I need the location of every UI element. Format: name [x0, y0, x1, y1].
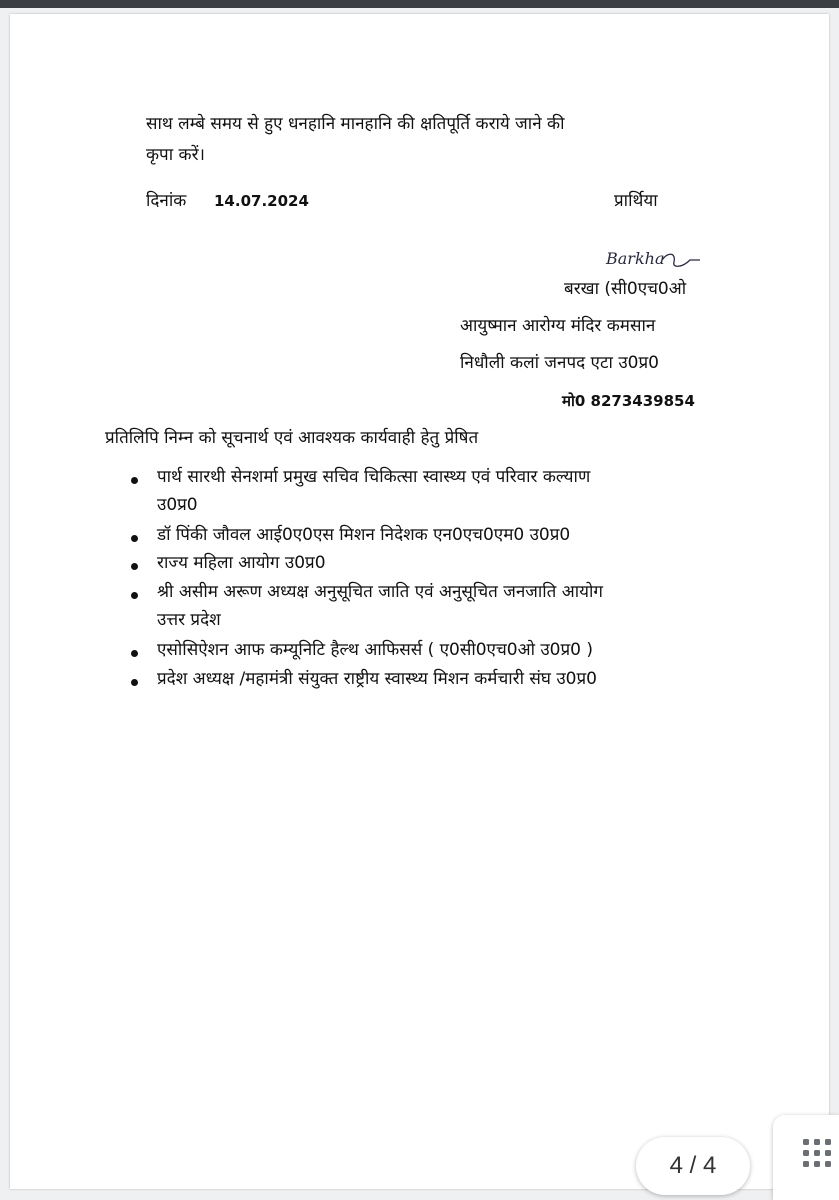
document-page [10, 14, 829, 1189]
recipient-line: प्रदेश अध्यक्ष /महामंत्री संयुक्त राष्ट्रीय स्वास्थ्य मिशन कर्मचारी संघ उ0प्र0 [157, 669, 597, 689]
svg-text:Barkha: Barkha [606, 249, 665, 268]
signature [604, 238, 704, 278]
sender-phone: मो0 8273439854 [562, 392, 695, 410]
bullet-icon [131, 592, 138, 599]
recipient-line: राज्य महिला आयोग उ0प्र0 [157, 553, 326, 573]
sender-line-3: निधौली कलां जनपद एटा उ0प्र0 [460, 353, 659, 373]
bullet-icon [131, 679, 138, 686]
page-indicator[interactable]: 4 / 4 [636, 1137, 750, 1195]
date-label: दिनांक [146, 191, 187, 211]
grid-icon [803, 1139, 833, 1175]
date-value: 14.07.2024 [214, 192, 309, 210]
sender-name: बरखा (सी0एच0ओ [564, 279, 687, 299]
top-status-strip [0, 0, 839, 8]
bullet-icon [131, 477, 138, 484]
applicant-label: प्रार्थिया [614, 191, 658, 211]
copy-heading: प्रतिलिपि निम्न को सूचनार्थ एवं आवश्यक कार्यवाही हेतु प्रेषित [105, 428, 479, 448]
recipient-line: एसोसिऐशन आफ कम्यूनिटि हैल्थ आफिसर्स ( ए0सी0एच0ओ उ0प्र0 ) [157, 640, 594, 660]
recipient-line: पार्थ सारथी सेनशर्मा प्रमुख सचिव चिकित्सा स्वास्थ्य एवं परिवार कल्याण [157, 467, 591, 487]
recipient-line: डॉ पिंकी जौवल आई0ए0एस मिशन निदेशक एन0एच0एम0 उ0प्र0 [157, 525, 571, 545]
paragraph-line-2: कृपा करें। [146, 145, 205, 165]
recipient-line-continued: उ0प्र0 [157, 495, 198, 515]
paragraph-line-1: साथ लम्बे समय से हुए धनहानि मानहानि की क्षतिपूर्ति कराये जाने की [146, 114, 565, 134]
page-grid-button[interactable] [773, 1115, 839, 1200]
recipient-line-continued: उत्तर प्रदेश [157, 610, 221, 630]
bullet-icon [131, 650, 138, 657]
sender-line-2: आयुष्मान आरोग्य मंदिर कमसान [460, 316, 656, 336]
recipient-line: श्री असीम अरूण अध्यक्ष अनुसूचित जाति एवं अनुसूचित जनजाति आयोग [157, 582, 603, 602]
bullet-icon [131, 535, 138, 542]
bullet-icon [131, 563, 138, 570]
